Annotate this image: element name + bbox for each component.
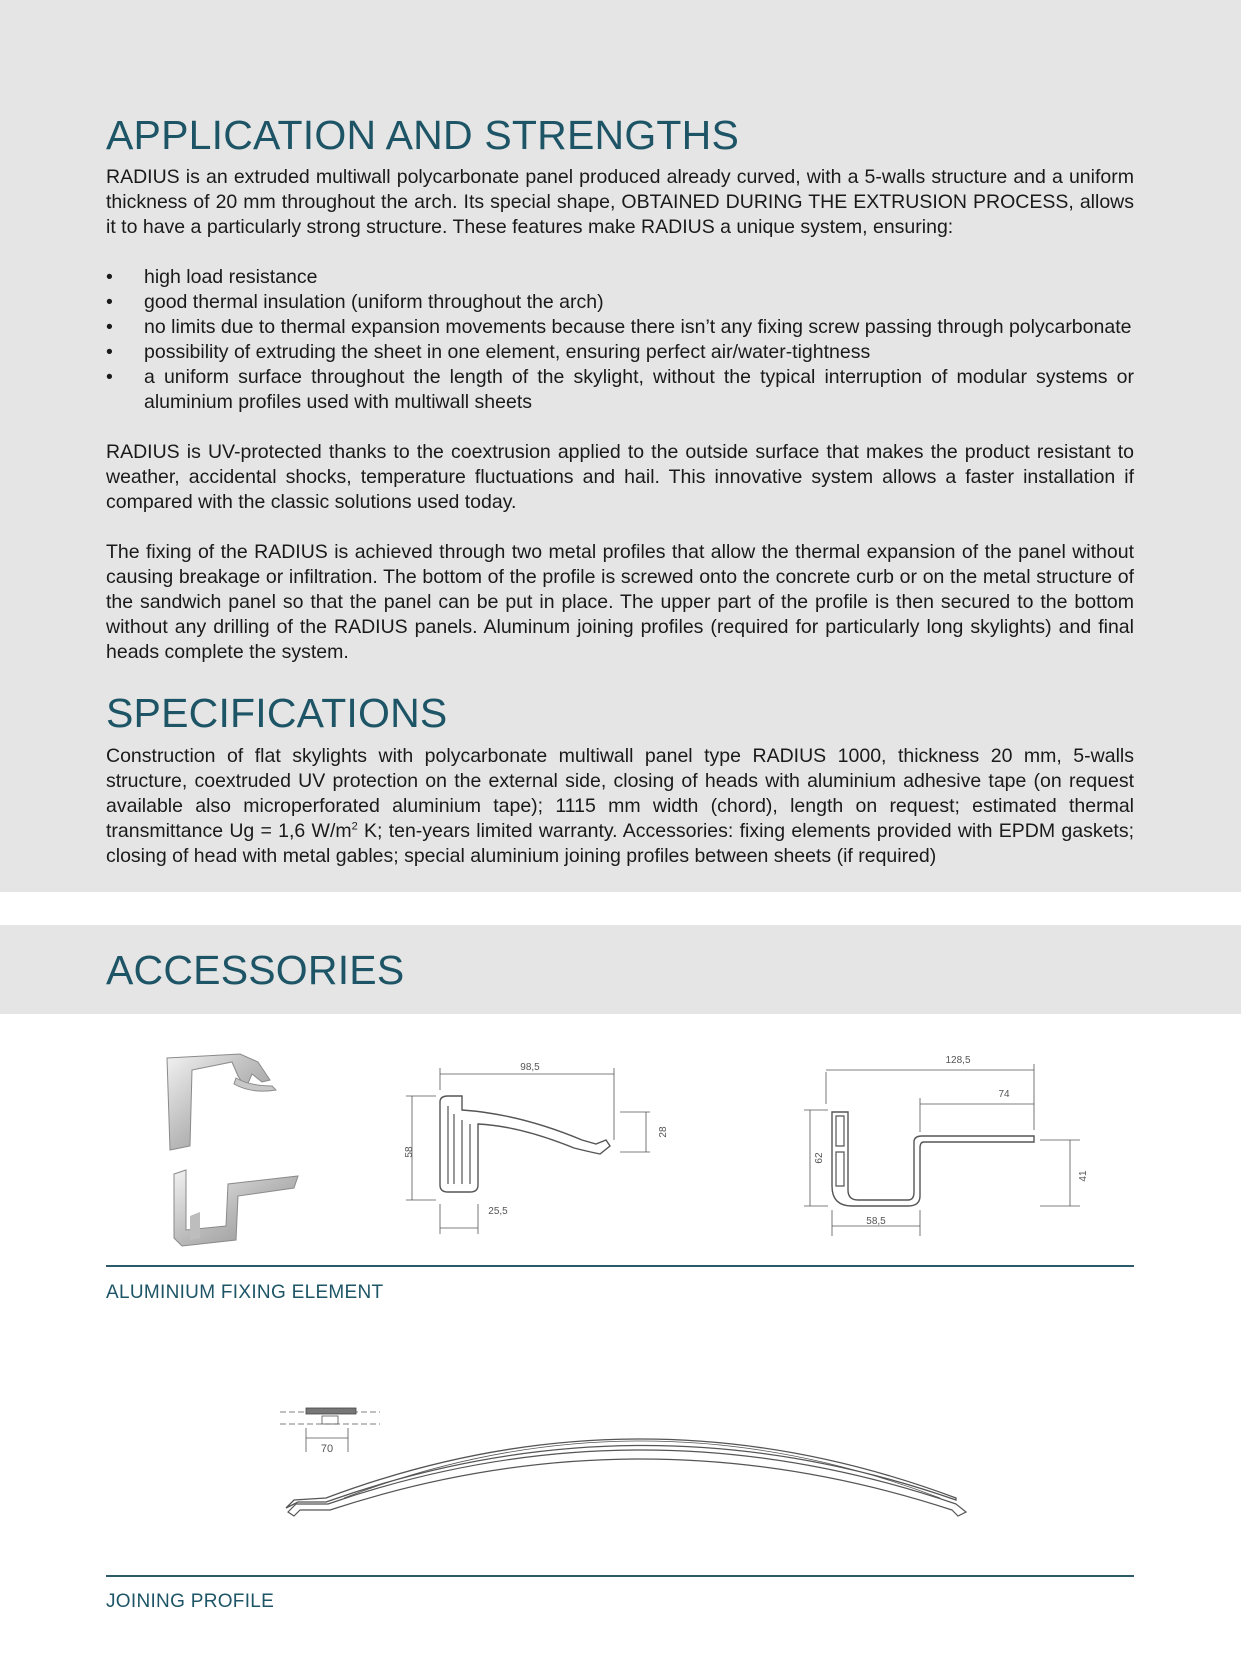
fixing-element-drawings xyxy=(0,1040,1241,1260)
list-item: • good thermal insulation (uniform throughout the arch) xyxy=(106,290,1134,315)
specifications-text xyxy=(106,744,1134,869)
dim-label: 74 xyxy=(998,1089,1010,1100)
dim-label: 41 xyxy=(1078,1170,1089,1182)
application-section xyxy=(106,112,1134,159)
dim-label: 98,5 xyxy=(520,1062,540,1073)
fixing-element-caption: ALUMINIUM FIXING ELEMENT xyxy=(106,1282,384,1303)
dim-label: 28 xyxy=(658,1126,669,1138)
accessories-section xyxy=(106,947,1134,994)
joining-profile-caption: JOINING PROFILE xyxy=(106,1591,275,1612)
dim-label: 70 xyxy=(320,1443,334,1455)
arch-profile xyxy=(286,1439,966,1516)
specifications-section xyxy=(106,690,1134,737)
specifications-body xyxy=(106,744,1134,869)
fixing-element-drawing-1 xyxy=(406,1068,650,1234)
list-item: • high load resistance xyxy=(106,265,1134,290)
accessories-heading: ACCESSORIES xyxy=(106,947,405,993)
dim-label: 58,5 xyxy=(866,1216,886,1227)
specifications-heading: SPECIFICATIONS xyxy=(106,690,448,736)
superscript: 2 xyxy=(351,820,358,833)
list-item: • possibility of extruding the sheet in one element, ensuring perfect air/water-tightness xyxy=(106,340,1134,365)
application-intro: RADIUS is an extruded multiwall polycarbonate panel produced already curved, with a 5-walls structure and a uniform thickness of 20 mm throughout the arch. Its special shape, OBTAINED DURING THE EXTRUSION PROCESS, allows it to have a particularly strong structure. These features make RADIUS a unique system, ensuring: xyxy=(106,166,1134,238)
fixing-element-drawing-2 xyxy=(804,1064,1080,1236)
divider xyxy=(106,1265,1134,1267)
fixing-element-photo xyxy=(167,1054,298,1246)
dim-label: 25,5 xyxy=(488,1206,508,1217)
spec-text-part: K; ten-years limited warranty. Accessories: fixing elements provided with EPDM gaskets; closing of head with metal gables; special aluminium joining profiles between sheets (if required) xyxy=(106,820,1134,867)
uv-protection-paragraph: RADIUS is UV-protected thanks to the coextrusion applied to the outside surface that makes the product resistant to weather, accidental shocks, temperature fluctuations and hail. This innovative system allows a faster installation if compared with the classic solutions used today. xyxy=(106,441,1134,513)
dim-label: 128,5 xyxy=(945,1055,971,1066)
spec-text-part: Construction of flat skylights with polycarbonate multiwall panel type RADIUS 1000, thickness 20 mm, 5-walls structure, coextruded UV protection on the external side, closing of heads with aluminium adhesive tape (on request available also microperforated aluminium tape); 1115 mm width (chord), length on request; estimated thermal transmittance Ug = 1,6 W/m xyxy=(106,745,1134,842)
application-heading: APPLICATION AND STRENGTHS xyxy=(106,112,740,158)
dim-label: 62 xyxy=(814,1152,825,1164)
application-body xyxy=(106,165,1134,665)
strengths-list xyxy=(106,265,1134,415)
list-item: • a uniform surface throughout the length of the skylight, without the typical interruption of modular systems or aluminium profiles used with multiwall sheets xyxy=(106,365,1134,415)
dim-label: 58 xyxy=(404,1146,415,1158)
divider xyxy=(106,1575,1134,1577)
joining-profile-drawing xyxy=(0,1390,1241,1520)
fixing-paragraph: The fixing of the RADIUS is achieved through two metal profiles that allow the thermal expansion of the panel without causing breakage or infiltration. The bottom of the profile is screwed onto the concrete curb or on the metal structure of the sandwich panel so that the panel can be put in place. The upper part of the profile is then secured to the bottom without any drilling of the RADIUS panels. Aluminum joining profiles (required for particularly long skylights) and final heads complete the system. xyxy=(106,541,1134,663)
list-item: • no limits due to thermal expansion movements because there isn’t any fixing screw passing through polycarbonate xyxy=(106,315,1134,340)
